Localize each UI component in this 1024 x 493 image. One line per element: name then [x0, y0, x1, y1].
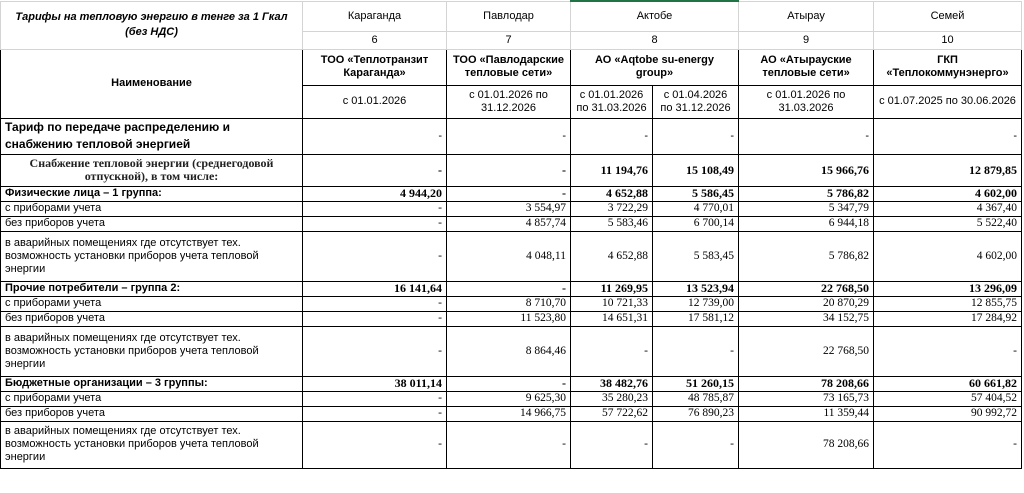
value-cell[interactable]: 16 141,64 — [303, 281, 447, 296]
value-cell[interactable]: 15 966,76 — [739, 154, 874, 186]
value-cell[interactable]: 90 992,72 — [874, 406, 1022, 421]
value-cell[interactable]: 11 194,76 — [571, 154, 653, 186]
value-cell[interactable]: 20 870,29 — [739, 296, 874, 311]
value-cell[interactable]: 6 944,18 — [739, 216, 874, 231]
value-cell[interactable]: 38 011,14 — [303, 376, 447, 391]
row-label[interactable]: без приборов учета — [1, 311, 303, 326]
table-row — [1, 296, 1022, 311]
table-row — [1, 376, 1022, 391]
value-cell[interactable]: - — [303, 231, 447, 281]
value-cell[interactable]: 51 260,15 — [653, 376, 739, 391]
table-row — [1, 391, 1022, 406]
value-cell[interactable]: 6 700,14 — [653, 216, 739, 231]
row-label[interactable]: в аварийных помещениях где отсутствует тех. возможность установки приборов учета тепловой энергии — [1, 326, 303, 376]
value-cell[interactable]: 3 554,97 — [447, 201, 571, 216]
table-row — [1, 421, 1022, 468]
value-cell[interactable]: 12 879,85 — [874, 154, 1022, 186]
value-cell[interactable]: 4 602,00 — [874, 231, 1022, 281]
value-cell[interactable]: - — [571, 326, 653, 376]
value-cell[interactable]: - — [303, 421, 447, 468]
value-cell[interactable]: 13 523,94 — [653, 281, 739, 296]
provider-semey[interactable]: ГКП «Теплокоммунэнерго» — [874, 49, 1022, 85]
period-cell[interactable]: с 01.07.2025 по 30.06.2026 — [874, 85, 1022, 118]
table-row — [1, 201, 1022, 216]
value-cell[interactable]: - — [447, 376, 571, 391]
value-cell[interactable]: - — [447, 281, 571, 296]
table-row — [1, 281, 1022, 296]
value-cell[interactable]: - — [874, 118, 1022, 154]
provider-atyrau[interactable]: АО «Атырауские тепловые сети» — [739, 49, 874, 85]
value-cell[interactable]: 8 710,70 — [447, 296, 571, 311]
value-cell[interactable]: - — [303, 406, 447, 421]
provider-aktobe[interactable]: АО «Aqtobe su-energy group» — [571, 49, 739, 85]
period-cell[interactable]: с 01.01.2026 по 31.03.2026 — [739, 85, 874, 118]
value-cell[interactable]: 12 855,75 — [874, 296, 1022, 311]
value-cell[interactable]: 4 944,20 — [303, 186, 447, 201]
city-karaganda[interactable]: Караганда — [303, 1, 447, 31]
value-cell[interactable]: - — [303, 154, 447, 186]
value-cell[interactable]: - — [653, 326, 739, 376]
value-cell[interactable]: - — [874, 326, 1022, 376]
value-cell[interactable]: - — [447, 186, 571, 201]
value-cell[interactable]: 76 890,23 — [653, 406, 739, 421]
value-cell[interactable]: - — [571, 118, 653, 154]
table-row — [1, 406, 1022, 421]
value-cell[interactable]: - — [653, 118, 739, 154]
name-column-header[interactable]: Наименование — [1, 49, 303, 118]
value-cell[interactable]: - — [303, 326, 447, 376]
value-cell[interactable]: - — [447, 421, 571, 468]
value-cell[interactable]: 15 108,49 — [653, 154, 739, 186]
sheet-title[interactable]: Тарифы на тепловую энергию в тенге за 1 Гкал (без НДС) — [1, 1, 303, 49]
value-cell[interactable]: 17 581,12 — [653, 311, 739, 326]
value-cell[interactable]: - — [447, 118, 571, 154]
value-cell[interactable]: 12 739,00 — [653, 296, 739, 311]
value-cell[interactable]: 48 785,87 — [653, 391, 739, 406]
value-cell[interactable]: 9 625,30 — [447, 391, 571, 406]
value-cell[interactable]: 60 661,82 — [874, 376, 1022, 391]
value-cell[interactable]: 11 523,80 — [447, 311, 571, 326]
value-cell[interactable]: 5 586,45 — [653, 186, 739, 201]
value-cell[interactable]: 78 208,66 — [739, 376, 874, 391]
value-cell[interactable]: 57 404,52 — [874, 391, 1022, 406]
value-cell[interactable]: - — [303, 296, 447, 311]
table-row — [1, 326, 1022, 376]
value-cell[interactable]: - — [303, 311, 447, 326]
row-label[interactable]: Прочие потребители – группа 2: — [1, 281, 303, 296]
city-number-8[interactable]: 8 — [571, 31, 739, 49]
value-cell[interactable]: - — [571, 421, 653, 468]
value-cell[interactable]: 22 768,50 — [739, 326, 874, 376]
period-cell[interactable]: с 01.01.2026 — [303, 85, 447, 118]
value-cell[interactable]: - — [303, 118, 447, 154]
city-number-7[interactable]: 7 — [447, 31, 571, 49]
row-label[interactable]: Бюджетные организации – 3 группы: — [1, 376, 303, 391]
value-cell[interactable]: 35 280,23 — [571, 391, 653, 406]
row-label[interactable]: в аварийных помещениях где отсутствует тех. возможность установки приборов учета тепловой энергии — [1, 421, 303, 468]
row-label[interactable]: с приборами учета — [1, 391, 303, 406]
value-cell[interactable]: - — [303, 391, 447, 406]
value-cell[interactable]: - — [303, 216, 447, 231]
value-cell[interactable]: 5 522,40 — [874, 216, 1022, 231]
row-label[interactable]: Снабжение тепловой энергии (среднегодовой отпускной), в том числе: — [1, 154, 303, 186]
value-cell[interactable]: 57 722,62 — [571, 406, 653, 421]
value-cell[interactable]: 10 721,33 — [571, 296, 653, 311]
row-label[interactable]: с приборами учета — [1, 201, 303, 216]
period-cell[interactable]: с 01.01.2026 по 31.03.2026 — [571, 85, 653, 118]
value-cell[interactable]: 4 857,74 — [447, 216, 571, 231]
city-semey[interactable]: Семей — [874, 1, 1022, 31]
value-cell[interactable]: 14 651,31 — [571, 311, 653, 326]
value-cell[interactable]: 5 347,79 — [739, 201, 874, 216]
city-number-6[interactable]: 6 — [303, 31, 447, 49]
value-cell[interactable]: 8 864,46 — [447, 326, 571, 376]
value-cell[interactable]: 4 602,00 — [874, 186, 1022, 201]
value-cell[interactable]: 73 165,73 — [739, 391, 874, 406]
row-label[interactable]: в аварийных помещениях где отсутствует тех. возможность установки приборов учета тепловой энергии — [1, 231, 303, 281]
table-row — [1, 311, 1022, 326]
table-row — [1, 118, 1022, 154]
row-label[interactable]: без приборов учета — [1, 216, 303, 231]
value-cell[interactable]: 5 786,82 — [739, 186, 874, 201]
table-row — [1, 186, 1022, 201]
value-cell[interactable]: 78 208,66 — [739, 421, 874, 468]
table-row — [1, 216, 1022, 231]
table-row — [1, 231, 1022, 281]
city-number-10[interactable]: 10 — [874, 31, 1022, 49]
value-cell[interactable]: 4 652,88 — [571, 231, 653, 281]
provider-karaganda[interactable]: ТОО «Теплотранзит Караганда» — [303, 49, 447, 85]
city-atyrau[interactable]: Атырау — [739, 1, 874, 31]
value-cell[interactable]: 13 296,09 — [874, 281, 1022, 296]
value-cell[interactable]: 3 722,29 — [571, 201, 653, 216]
city-number-9[interactable]: 9 — [739, 31, 874, 49]
value-cell[interactable]: 4 048,11 — [447, 231, 571, 281]
value-cell[interactable]: - — [653, 421, 739, 468]
value-cell[interactable]: 4 652,88 — [571, 186, 653, 201]
value-cell[interactable]: - — [874, 421, 1022, 468]
data-rows — [1, 118, 1022, 468]
value-cell[interactable]: 14 966,75 — [447, 406, 571, 421]
value-cell[interactable]: 5 786,82 — [739, 231, 874, 281]
city-pavlodar[interactable]: Павлодар — [447, 1, 571, 31]
row-label[interactable]: с приборами учета — [1, 296, 303, 311]
value-cell[interactable]: - — [447, 154, 571, 186]
city-aktobe[interactable]: Актобе — [571, 1, 739, 31]
value-cell[interactable]: 34 152,75 — [739, 311, 874, 326]
row-label[interactable]: Тариф по передаче распределению и снабжению тепловой энергией — [1, 118, 303, 154]
period-cell[interactable]: с 01.01.2026 по 31.12.2026 — [447, 85, 571, 118]
period-cell[interactable]: с 01.04.2026 по 31.12.2026 — [653, 85, 739, 118]
value-cell[interactable]: - — [739, 118, 874, 154]
value-cell[interactable]: - — [303, 201, 447, 216]
row-label[interactable]: Физические лица – 1 группа: — [1, 186, 303, 201]
value-cell[interactable]: 11 359,44 — [739, 406, 874, 421]
value-cell[interactable]: 4 367,40 — [874, 201, 1022, 216]
row-label[interactable]: без приборов учета — [1, 406, 303, 421]
value-cell[interactable]: 5 583,45 — [653, 231, 739, 281]
value-cell[interactable]: 22 768,50 — [739, 281, 874, 296]
table-row — [1, 154, 1022, 186]
value-cell[interactable]: 5 583,46 — [571, 216, 653, 231]
value-cell[interactable]: 11 269,95 — [571, 281, 653, 296]
value-cell[interactable]: 4 770,01 — [653, 201, 739, 216]
value-cell[interactable]: 17 284,92 — [874, 311, 1022, 326]
provider-pavlodar[interactable]: ТОО «Павлодарские тепловые сети» — [447, 49, 571, 85]
value-cell[interactable]: 38 482,76 — [571, 376, 653, 391]
